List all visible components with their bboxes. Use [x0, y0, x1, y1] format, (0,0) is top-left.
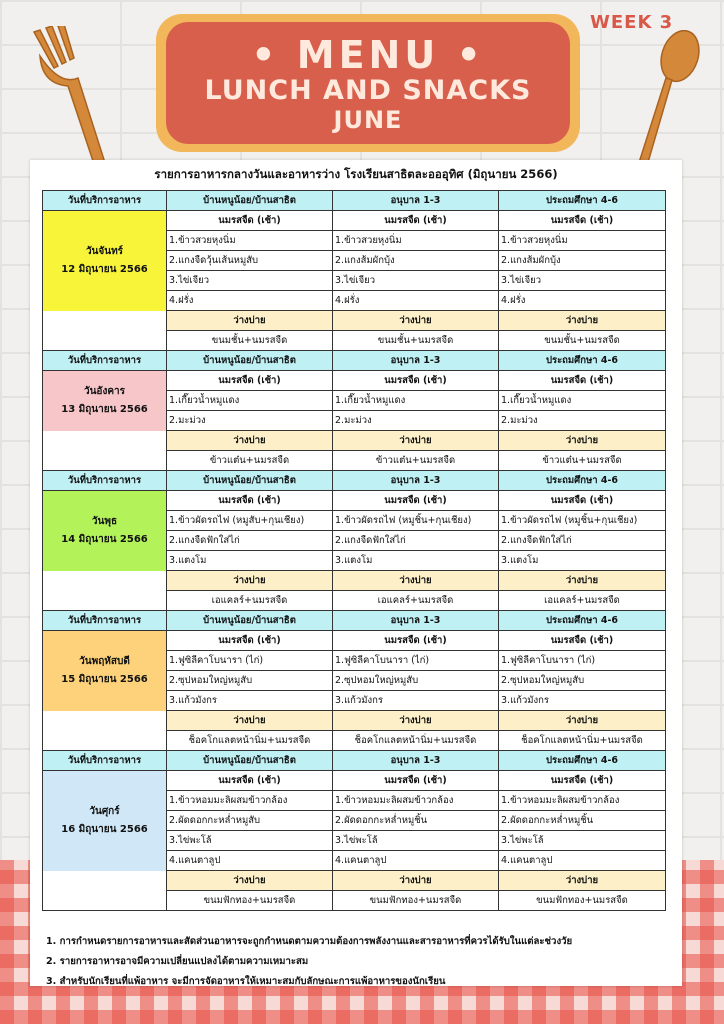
milk-cell: นมรสจืด (เช้า) [499, 371, 666, 391]
day-cell [43, 211, 167, 311]
snack-label: ว่างบ่าย [333, 871, 499, 891]
menu-item-1: 4.แคนตาลูป [167, 851, 333, 871]
menu-item-1: 1.ข้าวผัดรถไฟ (หมูสับ+กุนเชียง) [167, 511, 333, 531]
day-date: 14 มิถุนายน 2566 [61, 533, 148, 545]
menu-item-2: 2.แกงจืดฟักใส่ไก่ [333, 531, 499, 551]
note-2: 2. รายการอาหารอาจมีความเปลี่ยนแปลงได้ตามความเหมาะสม [46, 956, 309, 967]
lunch-snacks-heading: LUNCH AND SNACKS [204, 75, 532, 106]
menu-item-3: 2.ผัดดอกกะหล่ำหมูชิ้น [499, 811, 666, 831]
menu-item-1: 3.แก้วมังกร [167, 691, 333, 711]
header-group-1: บ้านหนูน้อย/บ้านสาธิต [167, 351, 333, 371]
snack-label: ว่างบ่าย [499, 311, 666, 331]
menu-item-2: 2.ซุปหอมใหญ่หมูสับ [333, 671, 499, 691]
milk-cell: นมรสจืด (เช้า) [167, 631, 333, 651]
header-group-3: ประถมศึกษา 4-6 [499, 751, 666, 771]
blank-cell [43, 431, 167, 471]
menu-item-1: 4.ฝรั่ง [167, 291, 333, 311]
snack-item-3: ข้าวแต๋น+นมรสจืด [499, 451, 666, 471]
snack-label-row [43, 571, 666, 591]
day-name: วันศุกร์ [89, 805, 120, 817]
menu-item-3: 3.แก้วมังกร [499, 691, 666, 711]
menu-item-3: 1.ฟูซิลีคาโบนารา (ไก่) [499, 651, 666, 671]
week-label: WEEK 3 [590, 12, 674, 33]
menu-item-1: 2.แกงจืดฟักใส่ไก่ [167, 531, 333, 551]
day-date: 15 มิถุนายน 2566 [61, 673, 148, 685]
milk-row [43, 771, 666, 791]
day-name: วันจันทร์ [85, 245, 124, 257]
milk-row [43, 211, 666, 231]
snack-label: ว่างบ่าย [167, 571, 333, 591]
header-group-1: บ้านหนูน้อย/บ้านสาธิต [167, 611, 333, 631]
menu-item-2: 3.ไข่พะโล้ [333, 831, 499, 851]
snack-label: ว่างบ่าย [167, 711, 333, 731]
milk-cell: นมรสจืด (เช้า) [499, 211, 666, 231]
menu-item-2: 3.ไข่เจียว [333, 271, 499, 291]
snack-label: ว่างบ่าย [167, 871, 333, 891]
header-group-1: บ้านหนูน้อย/บ้านสาธิต [167, 751, 333, 771]
title-banner [156, 14, 580, 152]
menu-item-3: 2.มะม่วง [499, 411, 666, 431]
menu-item-2: 2.แกงส้มผักบุ้ง [333, 251, 499, 271]
snack-label-row [43, 711, 666, 731]
snack-item-1: เอแคลร์+นมรสจืด [167, 591, 333, 611]
day-cell [43, 631, 167, 711]
header-date: วันที่บริการอาหาร [43, 351, 167, 371]
menu-item-3: 1.ข้าวหอมมะลิผสมข้าวกล้อง [499, 791, 666, 811]
milk-cell: นมรสจืด (เช้า) [333, 211, 499, 231]
header-group-1: บ้านหนูน้อย/บ้านสาธิต [167, 471, 333, 491]
snack-item-2: ช็อคโกแลตหน้านิ่ม+นมรสจืด [333, 731, 499, 751]
snack-item-3: ขนมฟักทอง+นมรสจืด [499, 891, 666, 911]
menu-item-1: 1.เกี๊ยวน้ำหมูแดง [167, 391, 333, 411]
menu-item-2: 1.เกี๊ยวน้ำหมูแดง [333, 391, 499, 411]
table-header-row [43, 191, 666, 211]
note-3: 3. สำหรับนักเรียนที่แพ้อาหาร จะมีการจัดอาหารให้เหมาะสมกับลักษณะการแพ้อาหารของนักเรียน [46, 976, 446, 987]
header-date: วันที่บริการอาหาร [43, 471, 167, 491]
milk-cell: นมรสจืด (เช้า) [167, 771, 333, 791]
menu-item-3: 3.ไข่เจียว [499, 271, 666, 291]
milk-cell: นมรสจืด (เช้า) [333, 491, 499, 511]
snack-label: ว่างบ่าย [333, 431, 499, 451]
day-date: 13 มิถุนายน 2566 [61, 403, 148, 415]
menu-item-3: 2.แกงส้มผักบุ้ง [499, 251, 666, 271]
header-date: วันที่บริการอาหาร [43, 191, 167, 211]
milk-cell: นมรสจืด (เช้า) [499, 491, 666, 511]
month-heading: JUNE [333, 106, 403, 134]
header-group-2: อนุบาล 1-3 [333, 611, 499, 631]
snack-label: ว่างบ่าย [499, 871, 666, 891]
snack-label: ว่างบ่าย [333, 311, 499, 331]
menu-item-1: 1.ฟูซิลีคาโบนารา (ไก่) [167, 651, 333, 671]
blank-cell [43, 571, 167, 611]
milk-row [43, 631, 666, 651]
menu-item-1: 2.แกงจืดวุ้นเส้นหมูสับ [167, 251, 333, 271]
menu-item-3: 4.ฝรั่ง [499, 291, 666, 311]
header-group-3: ประถมศึกษา 4-6 [499, 351, 666, 371]
milk-cell: นมรสจืด (เช้า) [499, 771, 666, 791]
menu-item-1: 2.ผัดดอกกะหล่ำหมูสับ [167, 811, 333, 831]
milk-cell: นมรสจืด (เช้า) [167, 371, 333, 391]
menu-item-2: 1.ข้าวผัดรถไฟ (หมูชิ้น+กุนเชียง) [333, 511, 499, 531]
milk-cell: นมรสจืด (เช้า) [333, 631, 499, 651]
header-date: วันที่บริการอาหาร [43, 751, 167, 771]
menu-item-3: 1.ข้าวผัดรถไฟ (หมูชิ้น+กุนเชียง) [499, 511, 666, 531]
milk-row [43, 371, 666, 391]
menu-heading: • MENU • [251, 33, 485, 77]
day-name: วันพฤหัสบดี [79, 655, 130, 667]
menu-table [42, 190, 666, 911]
fork-icon [20, 26, 120, 174]
menu-item-1: 3.ไข่พะโล้ [167, 831, 333, 851]
snack-label: ว่างบ่าย [167, 311, 333, 331]
menu-item-1: 3.ไข่เจียว [167, 271, 333, 291]
header-group-2: อนุบาล 1-3 [333, 351, 499, 371]
menu-item-2: 2.ผัดดอกกะหล่ำหมูชิ้น [333, 811, 499, 831]
snack-item-1: ขนมฟักทอง+นมรสจืด [167, 891, 333, 911]
snack-item-3: ขนมชั้น+นมรสจืด [499, 331, 666, 351]
menu-item-3: 4.แคนตาลูป [499, 851, 666, 871]
snack-item-3: ช็อคโกแลตหน้านิ่ม+นมรสจืด [499, 731, 666, 751]
menu-item-2: 3.แตงโม [333, 551, 499, 571]
day-cell [43, 371, 167, 431]
menu-item-2: 2.มะม่วง [333, 411, 499, 431]
day-date: 16 มิถุนายน 2566 [61, 823, 148, 835]
blank-cell [43, 311, 167, 351]
header-group-2: อนุบาล 1-3 [333, 751, 499, 771]
menu-item-1: 1.ข้าวหอมมะลิผสมข้าวกล้อง [167, 791, 333, 811]
table-header-row [43, 751, 666, 771]
milk-cell: นมรสจืด (เช้า) [167, 211, 333, 231]
header-date: วันที่บริการอาหาร [43, 611, 167, 631]
spoon-icon [630, 30, 710, 180]
snack-label: ว่างบ่าย [333, 571, 499, 591]
menu-item-3: 1.ข้าวสวยหุงนิ่ม [499, 231, 666, 251]
table-header-row [43, 351, 666, 371]
header-group-2: อนุบาล 1-3 [333, 471, 499, 491]
blank-cell [43, 871, 167, 911]
menu-item-1: 2.มะม่วง [167, 411, 333, 431]
menu-item-3: 2.ซุปหอมใหญ่หมูสับ [499, 671, 666, 691]
day-cell [43, 771, 167, 871]
menu-item-3: 1.เกี๊ยวน้ำหมูแดง [499, 391, 666, 411]
snack-label-row [43, 431, 666, 451]
menu-item-2: 1.ข้าวหอมมะลิผสมข้าวกล้อง [333, 791, 499, 811]
document-title: รายการอาหารกลางวันและอาหารว่าง โรงเรียนสาธิตละอออุทิศ (มิถุนายน 2566) [154, 167, 558, 181]
header-group-3: ประถมศึกษา 4-6 [499, 471, 666, 491]
day-name: วันอังคาร [83, 385, 125, 397]
snack-label: ว่างบ่าย [499, 711, 666, 731]
day-date: 12 มิถุนายน 2566 [61, 263, 148, 275]
snack-item-3: เอแคลร์+นมรสจืด [499, 591, 666, 611]
menu-sheet [30, 160, 682, 986]
table-header-row [43, 611, 666, 631]
snack-item-2: ขนมฟักทอง+นมรสจืด [333, 891, 499, 911]
snack-label: ว่างบ่าย [167, 431, 333, 451]
notes [46, 932, 572, 992]
snack-item-1: ข้าวแต๋น+นมรสจืด [167, 451, 333, 471]
menu-item-1: 2.ซุปหอมใหญ่หมูสับ [167, 671, 333, 691]
milk-cell: นมรสจืด (เช้า) [333, 771, 499, 791]
header-group-3: ประถมศึกษา 4-6 [499, 611, 666, 631]
snack-label: ว่างบ่าย [499, 571, 666, 591]
snack-label-row [43, 871, 666, 891]
header-group-3: ประถมศึกษา 4-6 [499, 191, 666, 211]
snack-item-1: ขนมชั้น+นมรสจืด [167, 331, 333, 351]
menu-item-3: 3.แตงโม [499, 551, 666, 571]
menu-item-2: 1.ข้าวสวยหุงนิ่ม [333, 231, 499, 251]
header-group-2: อนุบาล 1-3 [333, 191, 499, 211]
menu-item-2: 3.แก้วมังกร [333, 691, 499, 711]
header-group-1: บ้านหนูน้อย/บ้านสาธิต [167, 191, 333, 211]
menu-item-2: 4.ฝรั่ง [333, 291, 499, 311]
menu-item-3: 2.แกงจืดฟักใส่ไก่ [499, 531, 666, 551]
snack-label-row [43, 311, 666, 331]
milk-cell: นมรสจืด (เช้า) [499, 631, 666, 651]
note-1: 1. การกำหนดรายการอาหารและสัดส่วนอาหารจะถูกกำหนดตามความต้องการพลังงานและสารอาหารที่ควรได้รับในแต่ละช่วงวัย [46, 936, 573, 947]
blank-cell [43, 711, 167, 751]
menu-item-1: 1.ข้าวสวยหุงนิ่ม [167, 231, 333, 251]
snack-item-2: ข้าวแต๋น+นมรสจืด [333, 451, 499, 471]
snack-item-1: ช็อคโกแลตหน้านิ่ม+นมรสจืด [167, 731, 333, 751]
day-cell [43, 491, 167, 571]
snack-item-2: ขนมชั้น+นมรสจืด [333, 331, 499, 351]
snack-label: ว่างบ่าย [333, 711, 499, 731]
milk-cell: นมรสจืด (เช้า) [333, 371, 499, 391]
milk-cell: นมรสจืด (เช้า) [167, 491, 333, 511]
menu-item-2: 1.ฟูซิลีคาโบนารา (ไก่) [333, 651, 499, 671]
table-header-row [43, 471, 666, 491]
menu-item-2: 4.แคนตาลูป [333, 851, 499, 871]
milk-row [43, 491, 666, 511]
snack-label: ว่างบ่าย [499, 431, 666, 451]
menu-item-1: 3.แตงโม [167, 551, 333, 571]
menu-item-3: 3.ไข่พะโล้ [499, 831, 666, 851]
day-name: วันพุธ [91, 515, 118, 527]
snack-item-2: เอแคลร์+นมรสจืด [333, 591, 499, 611]
